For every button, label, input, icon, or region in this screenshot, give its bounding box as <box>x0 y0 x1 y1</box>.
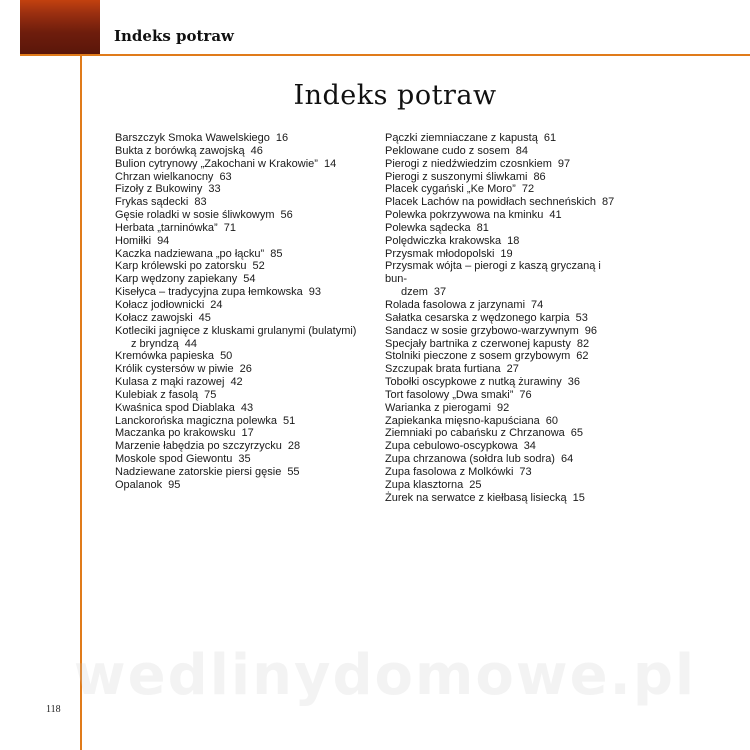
index-entry <box>115 440 370 453</box>
entry-title: Karp wędzony zapiekany <box>115 273 238 286</box>
index-entry <box>115 427 370 440</box>
index-entry <box>385 132 615 145</box>
watermark: wedlinydomowe.pl <box>73 643 697 708</box>
entry-title: Sałatka cesarska z wędzonego karpia <box>385 311 570 324</box>
entry-title: Tort fasolowy „Dwa smaki” <box>385 388 514 401</box>
entry-title: Polewka pokrzywowa na kminku <box>385 209 544 222</box>
entry-page-number: 24 <box>210 298 223 311</box>
corner-color-block <box>20 0 100 54</box>
index-entry <box>115 158 370 171</box>
index-entry <box>385 402 615 415</box>
running-header: Indeks potraw <box>114 27 234 45</box>
entry-title: Ziemniaki po cabańsku z Chrzanowa <box>385 427 565 440</box>
index-entry <box>385 158 615 171</box>
entry-page-number: 96 <box>584 324 598 337</box>
entry-title: Nadziewane zatorskie piersi gęsie <box>115 465 282 478</box>
entry-page-number: 36 <box>567 376 580 389</box>
entry-page-number: 54 <box>243 273 256 286</box>
entry-title: Stolniki pieczone z sosem grzybowym <box>385 350 571 363</box>
index-entry <box>115 312 370 325</box>
index-entry <box>115 132 370 145</box>
entry-page-number: 34 <box>523 440 536 453</box>
index-entry <box>385 171 615 184</box>
index-entry <box>115 183 370 196</box>
entry-title: Warianka z pierogami <box>385 401 491 414</box>
index-entry <box>115 248 370 261</box>
index-entry <box>115 479 370 492</box>
entry-title: Moskole spod Giewontu <box>115 453 233 466</box>
index-entry <box>385 183 615 196</box>
entry-page-number: 18 <box>507 234 520 247</box>
index-entry <box>385 389 615 402</box>
index-entry <box>115 415 370 428</box>
entry-title: Polewka sądecka <box>385 221 471 234</box>
entry-title: Zupa fasolowa z Molkówki <box>385 465 514 478</box>
entry-title: Placek cygański „Ke Moro” <box>385 183 516 196</box>
entry-title: Żurek na serwatce z kiełbasą lisiecką <box>385 491 567 504</box>
entry-page-number: 28 <box>287 440 301 453</box>
entry-page-number: 84 <box>515 144 528 157</box>
index-entry <box>115 209 370 222</box>
entry-page-number: 26 <box>239 363 252 376</box>
entry-title: Zapiekanka mięsno-kapuściana <box>385 414 540 427</box>
entry-title: Placek Lachów na powidłach sechneńskich <box>385 196 596 209</box>
entry-continuation-text: dzem <box>401 286 428 299</box>
index-entry <box>385 248 615 261</box>
entry-title: Polędwiczka krakowska <box>385 234 502 247</box>
entry-page-number: 16 <box>275 132 289 144</box>
index-entry <box>385 338 615 351</box>
entry-title: Fizoły z Bukowiny <box>115 183 203 196</box>
entry-continuation-text: z bryndzą <box>131 337 179 350</box>
entry-title: Kotleciki jagnięce z kluskami grulanymi (bulatymi) <box>115 324 357 337</box>
index-entry <box>385 479 615 492</box>
entry-title: Przysmak młodopolski <box>385 247 495 260</box>
entry-page-number: 71 <box>223 221 236 234</box>
index-entry <box>385 350 615 363</box>
entry-title: Pączki ziemniaczane z kapustą <box>385 132 538 144</box>
entry-page-number: 75 <box>204 388 217 401</box>
entry-page-number: 62 <box>576 350 589 363</box>
page-number: 118 <box>46 704 61 715</box>
index-entry <box>115 363 370 376</box>
index-entry <box>115 286 370 299</box>
entry-page-number: 92 <box>496 401 510 414</box>
entry-title: Chrzan wielkanocny <box>115 170 214 183</box>
entry-page-number: 64 <box>560 453 574 466</box>
entry-page-number: 41 <box>549 209 562 222</box>
index-entry <box>385 440 615 453</box>
entry-title: Przysmak wójta – pierogi z kaszą gryczaną i bun- <box>385 260 601 286</box>
entry-page-number: 45 <box>198 311 211 324</box>
entry-title: Lanckorońska magiczna polewka <box>115 414 278 427</box>
entry-title: Barszczyk Smoka Wawelskiego <box>115 132 270 144</box>
index-entry <box>115 145 370 158</box>
page-title: Indeks potraw <box>293 80 497 111</box>
entry-page-number: 63 <box>219 170 232 183</box>
index-entry <box>115 453 370 466</box>
entry-title: Zupa chrzanowa (sołdra lub sodra) <box>385 453 555 466</box>
index-entry <box>385 235 615 248</box>
entry-title: Kulasa z mąki razowej <box>115 376 225 389</box>
entry-title: Kulebiak z fasolą <box>115 388 199 401</box>
entry-title: Rolada fasolowa z jarzynami <box>385 298 526 311</box>
entry-title: Bukta z borówką zawojską <box>115 144 245 157</box>
index-entry <box>385 196 615 209</box>
entry-page-number: 56 <box>280 209 293 222</box>
index-entry <box>115 389 370 402</box>
index-entry <box>115 273 370 286</box>
entry-title: Karp królewski po zatorsku <box>115 260 247 273</box>
entry-page-number: 43 <box>240 401 254 414</box>
entry-title: Marzenie łabędzia po szczyrzycku <box>115 440 282 453</box>
index-entry <box>385 325 615 338</box>
entry-continuation <box>115 338 370 351</box>
entry-title: Zupa cebulowo-oscypkowa <box>385 440 518 453</box>
entry-continuation <box>385 286 615 299</box>
index-entry <box>385 427 615 440</box>
index-entry <box>115 466 370 479</box>
entry-page-number: 72 <box>521 183 535 196</box>
entry-page-number: 87 <box>601 196 615 209</box>
entry-page-number: 82 <box>576 337 590 350</box>
entry-page-number: 46 <box>250 144 263 157</box>
index-entry <box>385 466 615 479</box>
entry-page-number: 14 <box>323 157 337 170</box>
index-entry <box>385 492 615 505</box>
entry-page-number: 85 <box>270 247 283 260</box>
entry-page-number: 37 <box>433 286 447 299</box>
entry-title: Pierogi z suszonymi śliwkami <box>385 170 528 183</box>
entry-page-number: 86 <box>533 170 546 183</box>
index-entry <box>115 402 370 415</box>
entry-page-number: 76 <box>519 388 532 401</box>
index-entry <box>115 171 370 184</box>
entry-page-number: 15 <box>572 491 585 504</box>
entry-page-number: 27 <box>506 363 519 376</box>
entry-title: Sandacz w sosie grzybowo-warzywnym <box>385 324 579 337</box>
index-entry <box>115 196 370 209</box>
entry-title: Gęsie roladki w sosie śliwkowym <box>115 209 275 222</box>
index-entry <box>115 325 370 351</box>
entry-title: Specjały bartnika z czerwonej kapusty <box>385 337 571 350</box>
entry-title: Bulion cytrynowy „Zakochani w Krakowie” <box>115 157 318 170</box>
index-entry <box>115 260 370 273</box>
entry-page-number: 94 <box>157 234 170 247</box>
entry-title: Homiłki <box>115 234 152 247</box>
entry-title: Maczanka po krakowsku <box>115 427 236 440</box>
entry-page-number: 52 <box>252 260 265 273</box>
entry-title: Kołacz jodłownicki <box>115 298 205 311</box>
entry-page-number: 42 <box>230 376 243 389</box>
entry-title: Kaczka nadziewana „po łącku” <box>115 247 265 260</box>
entry-page-number: 61 <box>543 132 557 144</box>
entry-title: Kremówka papieska <box>115 350 215 363</box>
entry-page-number: 74 <box>531 298 544 311</box>
entry-page-number: 33 <box>208 183 221 196</box>
entry-title: Kisełyca – tradycyjna zupa łemkowska <box>115 286 303 299</box>
entry-page-number: 93 <box>308 286 321 299</box>
entry-page-number: 35 <box>238 453 251 466</box>
entry-title: Frykas sądecki <box>115 196 189 209</box>
index-entry <box>385 260 615 299</box>
index-entry <box>115 235 370 248</box>
header-rule <box>20 54 750 56</box>
entry-page-number: 95 <box>168 478 181 491</box>
index-entry <box>385 299 615 312</box>
entry-page-number: 17 <box>241 427 254 440</box>
entry-page-number: 55 <box>287 465 300 478</box>
index-entry <box>115 299 370 312</box>
index-entry <box>385 312 615 325</box>
index-column-left <box>115 132 370 492</box>
entry-page-number: 60 <box>545 414 558 427</box>
entry-page-number: 50 <box>220 350 233 363</box>
index-column-right <box>385 132 615 504</box>
index-entry <box>385 145 615 158</box>
entry-title: Tobołki oscypkowe z nutką żurawiny <box>385 376 562 389</box>
entry-page-number: 53 <box>575 311 588 324</box>
entry-title: Kołacz zawojski <box>115 311 193 324</box>
entry-page-number: 19 <box>500 247 513 260</box>
entry-title: Opalanok <box>115 478 163 491</box>
entry-title: Herbata „tarninówka” <box>115 221 218 234</box>
entry-title: Peklowane cudo z sosem <box>385 144 510 157</box>
index-entry <box>385 363 615 376</box>
index-entry <box>115 350 370 363</box>
entry-page-number: 81 <box>476 221 489 234</box>
index-entry <box>385 209 615 222</box>
index-entry <box>115 222 370 235</box>
index-entry <box>385 376 615 389</box>
entry-page-number: 83 <box>194 196 207 209</box>
entry-page-number: 65 <box>570 427 584 440</box>
entry-title: Szczupak brata furtiana <box>385 363 501 376</box>
index-entry <box>385 453 615 466</box>
entry-title: Pierogi z niedźwiedzim czosnkiem <box>385 157 552 170</box>
entry-title: Kwaśnica spod Diablaka <box>115 401 235 414</box>
index-entry <box>385 222 615 235</box>
entry-page-number: 97 <box>557 157 571 170</box>
entry-page-number: 51 <box>283 414 296 427</box>
entry-page-number: 44 <box>184 337 197 350</box>
entry-page-number: 73 <box>519 465 532 478</box>
index-entry <box>385 415 615 428</box>
entry-page-number: 25 <box>469 478 482 491</box>
index-entry <box>115 376 370 389</box>
entry-title: Królik cystersów w piwie <box>115 363 234 376</box>
entry-title: Zupa klasztorna <box>385 478 464 491</box>
